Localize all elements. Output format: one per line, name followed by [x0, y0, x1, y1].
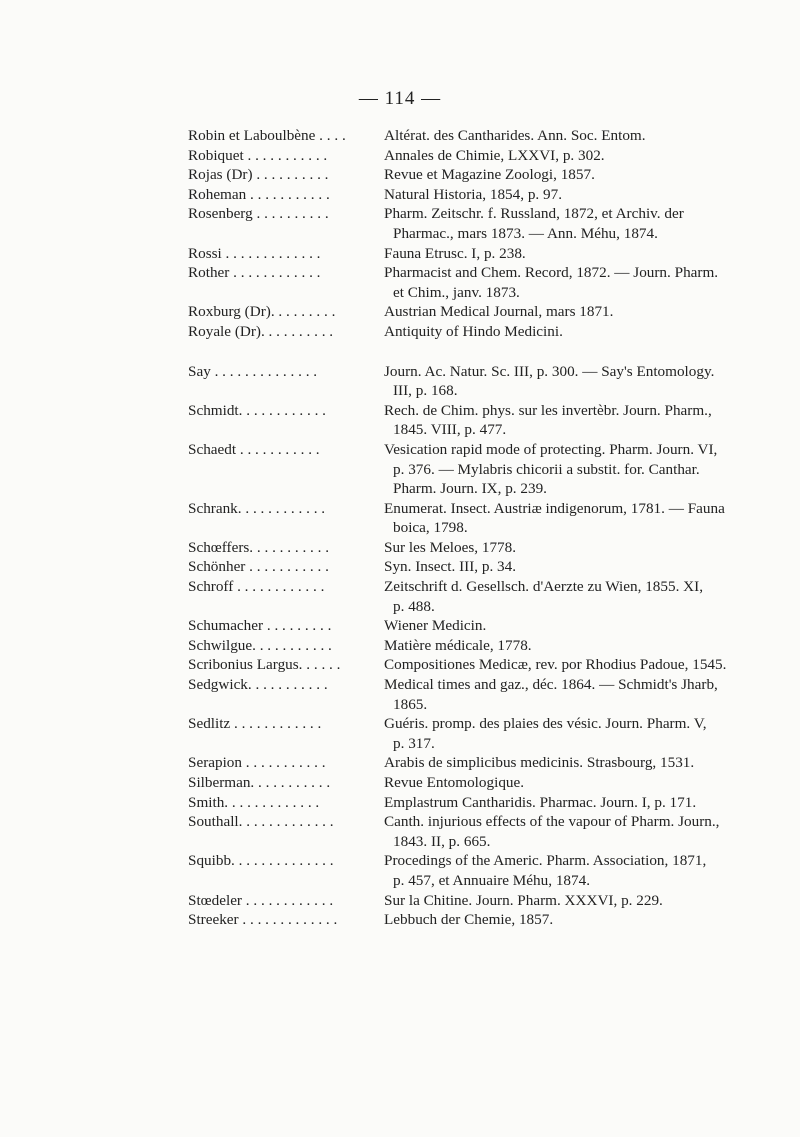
bibliography-entry	[188, 499, 768, 538]
bibliography-entry	[188, 793, 768, 813]
reference-line: p. 457, et Annuaire Méhu, 1874.	[393, 871, 590, 889]
bibliography-entry	[188, 302, 768, 322]
entry-author: Stœdeler . . . . . . . . . . . .	[188, 891, 334, 909]
reference-line: Vesication rapid mode of protecting. Pharm. Journ. VI,	[384, 440, 718, 458]
reference-line: Enumerat. Insect. Austriæ indigenorum, 1781. — Fauna	[384, 499, 725, 517]
reference-line: III, p. 168.	[393, 382, 458, 400]
reference-line: Medical times and gaz., déc. 1864. — Schmidt's Jharb,	[384, 676, 718, 694]
bibliography	[188, 126, 768, 930]
reference-line: p. 488.	[393, 597, 435, 615]
entry-reference	[384, 793, 768, 813]
bibliography-entry	[188, 557, 768, 577]
reference-line: Rech. de Chim. phys. sur les invertèbr. Journ. Pharm.,	[384, 401, 712, 419]
bibliography-entry	[188, 322, 768, 342]
bibliography-entry	[188, 362, 768, 401]
entry-author: Rojas (Dr) . . . . . . . . . .	[188, 166, 329, 184]
reference-line: et Chim., janv. 1873.	[393, 283, 520, 301]
entry-reference	[384, 538, 768, 558]
bibliography-entry	[188, 636, 768, 656]
reference-line: Emplastrum Cantharidis. Pharmac. Journ. I, p. 171.	[384, 793, 697, 811]
entry-author: Sedgwick. . . . . . . . . . .	[188, 676, 328, 694]
entry-author: Schrank. . . . . . . . . . . .	[188, 499, 326, 517]
bibliography-entry	[188, 263, 768, 302]
entry-author: Scribonius Largus. . . . . .	[188, 656, 341, 674]
entry-author: Rossi . . . . . . . . . . . . .	[188, 244, 321, 262]
entry-reference	[384, 910, 768, 930]
bibliography-entry	[188, 538, 768, 558]
entry-reference	[384, 655, 768, 675]
reference-line: boica, 1798.	[393, 519, 468, 537]
bibliography-entry	[188, 753, 768, 773]
bibliography-entry	[188, 126, 768, 146]
entry-reference	[384, 263, 768, 302]
entry-author: Rother . . . . . . . . . . . .	[188, 264, 321, 282]
bibliography-entry	[188, 714, 768, 753]
bibliography-entry	[188, 851, 768, 890]
entry-author: Serapion . . . . . . . . . . .	[188, 754, 326, 772]
reference-line: 1843. II, p. 665.	[393, 832, 491, 850]
bibliography-entry	[188, 440, 768, 499]
reference-line: Guéris. promp. des plaies des vésic. Journ. Pharm. V,	[384, 715, 707, 733]
reference-line: Antiquity of Hindo Medicini.	[384, 322, 563, 340]
reference-line: Sur la Chitine. Journ. Pharm. XXXVI, p. 229.	[384, 891, 663, 909]
bibliography-entry	[188, 910, 768, 930]
entry-author: Streeker . . . . . . . . . . . . .	[188, 911, 338, 929]
entry-reference	[384, 499, 768, 538]
reference-line: Annales de Chimie, LXXVI, p. 302.	[384, 146, 605, 164]
reference-line: Arabis de simplicibus medicinis. Strasbourg, 1531.	[384, 754, 695, 772]
reference-line: Procedings of the Americ. Pharm. Association, 1871,	[384, 852, 707, 870]
entry-author: Smith. . . . . . . . . . . . .	[188, 793, 320, 811]
reference-line: Revue Entomologique.	[384, 774, 525, 791]
bibliography-entry	[188, 891, 768, 911]
entry-reference	[384, 675, 768, 714]
entry-author: Squibb. . . . . . . . . . . . . .	[188, 852, 334, 870]
reference-line: Austrian Medical Journal, mars 1871.	[384, 303, 614, 321]
entry-reference	[384, 440, 768, 499]
entry-reference	[384, 302, 768, 322]
reference-line: Matière médicale, 1778.	[384, 636, 532, 654]
entry-author: Say . . . . . . . . . . . . . .	[188, 362, 318, 380]
entry-reference	[384, 244, 768, 264]
reference-line: Pharm. Zeitschr. f. Russland, 1872, et Archiv. der	[384, 205, 684, 223]
entry-reference	[384, 165, 768, 185]
reference-line: 1865.	[393, 695, 428, 713]
entry-reference	[384, 891, 768, 911]
bibliography-entry	[188, 244, 768, 264]
bibliography-entry	[188, 146, 768, 166]
entry-reference	[384, 773, 768, 793]
bibliography-entry	[188, 185, 768, 205]
bibliography-entry	[188, 616, 768, 636]
entry-reference	[384, 126, 768, 146]
bibliography-entry	[188, 812, 768, 851]
bibliography-entry	[188, 165, 768, 185]
entry-author: Schroff . . . . . . . . . . . .	[188, 578, 325, 596]
bibliography-section	[188, 126, 768, 342]
entry-reference	[384, 146, 768, 166]
entry-author: Robin et Laboulbène . . . .	[188, 127, 346, 144]
entry-reference	[384, 636, 768, 656]
bibliography-entry	[188, 577, 768, 616]
page-number: — 114 —	[358, 88, 442, 109]
entry-reference	[384, 851, 768, 890]
reference-line: Sur les Meloes, 1778.	[384, 538, 517, 556]
entry-reference	[384, 577, 768, 616]
reference-line: Syn. Insect. III, p. 34.	[384, 558, 517, 576]
entry-author: Schmidt. . . . . . . . . . . .	[188, 401, 326, 419]
bibliography-entry	[188, 204, 768, 243]
entry-reference	[384, 322, 768, 342]
bibliography-entry	[188, 773, 768, 793]
reference-line: Zeitschrift d. Gesellsch. d'Aerzte zu Wien, 1855. XI,	[384, 578, 703, 596]
entry-author: Schönher . . . . . . . . . . .	[188, 558, 329, 576]
entry-author: Sedlitz . . . . . . . . . . . .	[188, 715, 322, 733]
reference-line: p. 376. — Mylabris chicorii a substit. for. Canthar.	[393, 460, 700, 478]
reference-line: Pharmac., mars 1873. — Ann. Méhu, 1874.	[393, 224, 658, 242]
reference-line: Altérat. des Cantharides. Ann. Soc. Entom.	[384, 127, 646, 144]
entry-author: Schaedt . . . . . . . . . . .	[188, 440, 320, 458]
reference-line: p. 317.	[393, 734, 435, 752]
bibliography-entry	[188, 401, 768, 440]
reference-line: Pharmacist and Chem. Record, 1872. — Journ. Pharm.	[384, 264, 719, 282]
bibliography-entry	[188, 655, 768, 675]
entry-author: Silberman. . . . . . . . . . .	[188, 774, 331, 791]
entry-author: Royale (Dr). . . . . . . . . .	[188, 322, 334, 340]
entry-author: Schwilgue. . . . . . . . . . .	[188, 636, 332, 654]
entry-reference	[384, 557, 768, 577]
reference-line: Pharm. Journ. IX, p. 239.	[393, 480, 547, 498]
entry-author: Roxburg (Dr). . . . . . . . .	[188, 303, 336, 321]
reference-line: Fauna Etrusc. I, p. 238.	[384, 244, 526, 262]
reference-line: Lebbuch der Chemie, 1857.	[384, 911, 554, 929]
entry-reference	[384, 753, 768, 773]
entry-reference	[384, 185, 768, 205]
entry-reference	[384, 401, 768, 440]
entry-author: Roheman . . . . . . . . . . .	[188, 185, 330, 203]
entry-reference	[384, 616, 768, 636]
reference-line: Canth. injurious effects of the vapour of Pharm. Journ.,	[384, 813, 720, 831]
bibliography-section	[188, 362, 768, 930]
entry-author: Robiquet . . . . . . . . . . .	[188, 146, 328, 164]
bibliography-entry	[188, 675, 768, 714]
reference-line: Compositiones Medicæ, rev. por Rhodius Padoue, 1545.	[384, 656, 727, 674]
entry-reference	[384, 714, 768, 753]
entry-author: Schumacher . . . . . . . . .	[188, 617, 332, 635]
reference-line: Journ. Ac. Natur. Sc. III, p. 300. — Say's Entomology.	[384, 362, 715, 380]
entry-author: Rosenberg . . . . . . . . . .	[188, 205, 329, 223]
reference-line: Wiener Medicin.	[384, 617, 487, 635]
reference-line: Revue et Magazine Zoologi, 1857.	[384, 166, 595, 184]
reference-line: Natural Historia, 1854, p. 97.	[384, 185, 563, 203]
entry-author: Southall. . . . . . . . . . . . .	[188, 813, 334, 831]
entry-reference	[384, 362, 768, 401]
reference-line: 1845. VIII, p. 477.	[393, 421, 507, 439]
entry-author: Schœffers. . . . . . . . . . .	[188, 538, 330, 556]
entry-reference	[384, 204, 768, 243]
entry-reference	[384, 812, 768, 851]
